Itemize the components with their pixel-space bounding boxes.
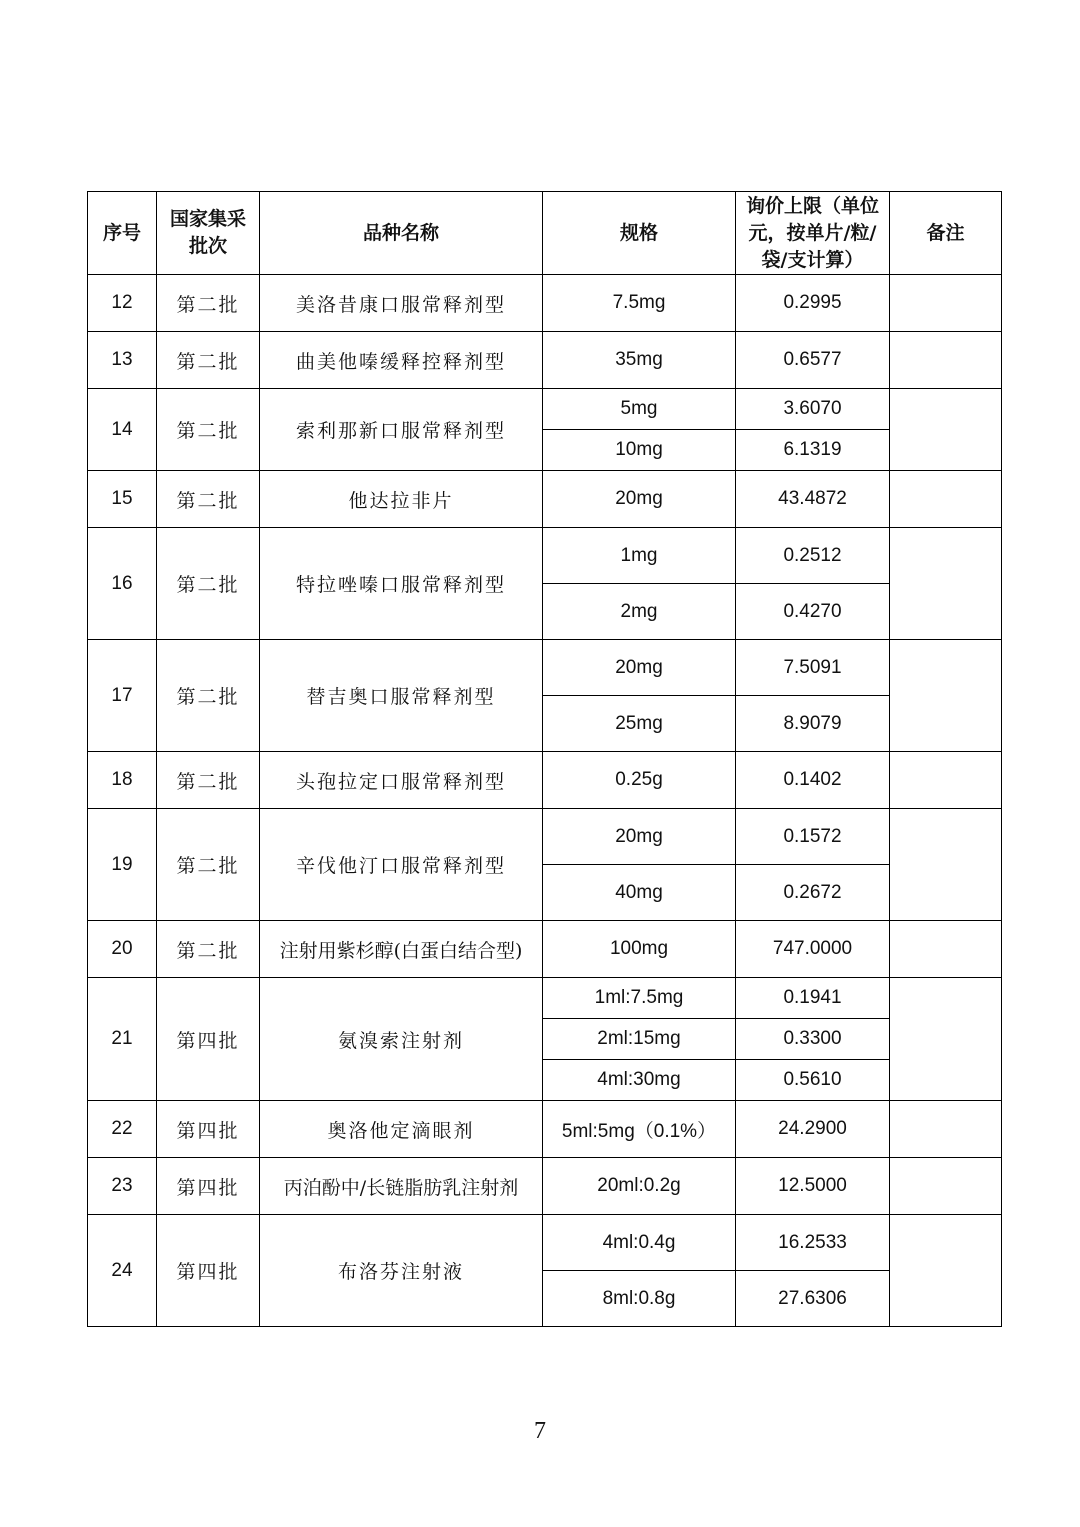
row-note bbox=[890, 752, 1002, 809]
row-note bbox=[890, 640, 1002, 752]
header-spec: 规格 bbox=[543, 192, 736, 275]
row-seq: 21 bbox=[88, 978, 157, 1101]
row-seq: 18 bbox=[88, 752, 157, 809]
row-spec: 10mg bbox=[543, 430, 736, 471]
row-spec: 8ml:0.8g bbox=[543, 1271, 736, 1327]
row-spec: 2mg bbox=[543, 584, 736, 640]
row-batch: 第二批 bbox=[157, 752, 260, 809]
row-spec: 25mg bbox=[543, 696, 736, 752]
row-seq: 23 bbox=[88, 1158, 157, 1215]
row-batch: 第二批 bbox=[157, 332, 260, 389]
header-seq: 序号 bbox=[88, 192, 157, 275]
table-row bbox=[88, 332, 1002, 389]
row-spec: 100mg bbox=[543, 921, 736, 978]
row-batch: 第四批 bbox=[157, 978, 260, 1101]
row-price-cap: 12.5000 bbox=[736, 1158, 890, 1215]
row-note bbox=[890, 471, 1002, 528]
row-price-cap: 0.1402 bbox=[736, 752, 890, 809]
header-name: 品种名称 bbox=[260, 192, 543, 275]
row-batch: 第二批 bbox=[157, 640, 260, 752]
row-seq: 24 bbox=[88, 1215, 157, 1327]
row-price-cap: 0.5610 bbox=[736, 1060, 890, 1101]
table-row bbox=[88, 640, 1002, 696]
row-price-cap: 0.6577 bbox=[736, 332, 890, 389]
row-price-cap: 27.6306 bbox=[736, 1271, 890, 1327]
row-price-cap: 0.4270 bbox=[736, 584, 890, 640]
row-drug-name: 替吉奥口服常释剂型 bbox=[260, 640, 543, 752]
row-note bbox=[890, 1101, 1002, 1158]
row-price-cap: 43.4872 bbox=[736, 471, 890, 528]
table-row bbox=[88, 389, 1002, 430]
row-price-cap: 8.9079 bbox=[736, 696, 890, 752]
row-drug-name: 布洛芬注射液 bbox=[260, 1215, 543, 1327]
table-row bbox=[88, 1158, 1002, 1215]
row-drug-name: 头孢拉定口服常释剂型 bbox=[260, 752, 543, 809]
row-note bbox=[890, 809, 1002, 921]
row-batch: 第四批 bbox=[157, 1101, 260, 1158]
row-batch: 第四批 bbox=[157, 1158, 260, 1215]
table-row bbox=[88, 921, 1002, 978]
row-drug-name: 曲美他嗪缓释控释剂型 bbox=[260, 332, 543, 389]
row-spec: 0.25g bbox=[543, 752, 736, 809]
row-price-cap: 0.2512 bbox=[736, 528, 890, 584]
row-spec: 1ml:7.5mg bbox=[543, 978, 736, 1019]
row-spec: 1mg bbox=[543, 528, 736, 584]
row-spec: 7.5mg bbox=[543, 275, 736, 332]
table-row bbox=[88, 752, 1002, 809]
page-number: 7 bbox=[534, 1418, 546, 1444]
row-seq: 20 bbox=[88, 921, 157, 978]
row-spec: 4ml:30mg bbox=[543, 1060, 736, 1101]
row-seq: 22 bbox=[88, 1101, 157, 1158]
row-spec: 40mg bbox=[543, 865, 736, 921]
header-note: 备注 bbox=[890, 192, 1002, 275]
row-drug-name: 特拉唑嗪口服常释剂型 bbox=[260, 528, 543, 640]
row-price-cap: 747.0000 bbox=[736, 921, 890, 978]
table-row bbox=[88, 809, 1002, 865]
row-note bbox=[890, 332, 1002, 389]
row-note bbox=[890, 1215, 1002, 1327]
row-drug-name: 氨溴索注射剂 bbox=[260, 978, 543, 1101]
row-drug-name: 索利那新口服常释剂型 bbox=[260, 389, 543, 471]
row-batch: 第二批 bbox=[157, 921, 260, 978]
row-spec: 5mg bbox=[543, 389, 736, 430]
row-price-cap: 6.1319 bbox=[736, 430, 890, 471]
row-price-cap: 16.2533 bbox=[736, 1215, 890, 1271]
row-drug-name: 美洛昔康口服常释剂型 bbox=[260, 275, 543, 332]
row-note bbox=[890, 1158, 1002, 1215]
row-price-cap: 24.2900 bbox=[736, 1101, 890, 1158]
header-batch: 国家集采批次 bbox=[157, 192, 260, 275]
row-spec: 5ml:5mg（0.1%） bbox=[543, 1101, 736, 1158]
row-drug-name: 奥洛他定滴眼剂 bbox=[260, 1101, 543, 1158]
table-row bbox=[88, 471, 1002, 528]
drug-price-table bbox=[87, 191, 1002, 1327]
table-row bbox=[88, 1215, 1002, 1271]
row-note bbox=[890, 389, 1002, 471]
row-spec: 20mg bbox=[543, 809, 736, 865]
table-row bbox=[88, 528, 1002, 584]
row-batch: 第二批 bbox=[157, 809, 260, 921]
row-seq: 19 bbox=[88, 809, 157, 921]
row-price-cap: 0.2672 bbox=[736, 865, 890, 921]
row-spec: 20ml:0.2g bbox=[543, 1158, 736, 1215]
row-note bbox=[890, 978, 1002, 1101]
row-seq: 14 bbox=[88, 389, 157, 471]
row-seq: 17 bbox=[88, 640, 157, 752]
row-drug-name: 丙泊酚中/长链脂肪乳注射剂 bbox=[260, 1158, 543, 1215]
row-note bbox=[890, 275, 1002, 332]
row-price-cap: 0.2995 bbox=[736, 275, 890, 332]
row-batch: 第二批 bbox=[157, 275, 260, 332]
row-price-cap: 7.5091 bbox=[736, 640, 890, 696]
row-spec: 2ml:15mg bbox=[543, 1019, 736, 1060]
table-row bbox=[88, 1101, 1002, 1158]
row-seq: 16 bbox=[88, 528, 157, 640]
row-seq: 15 bbox=[88, 471, 157, 528]
row-price-cap: 0.1941 bbox=[736, 978, 890, 1019]
row-drug-name: 辛伐他汀口服常释剂型 bbox=[260, 809, 543, 921]
row-price-cap: 0.1572 bbox=[736, 809, 890, 865]
table-row bbox=[88, 978, 1002, 1019]
row-spec: 35mg bbox=[543, 332, 736, 389]
row-batch: 第二批 bbox=[157, 528, 260, 640]
row-batch: 第二批 bbox=[157, 389, 260, 471]
row-drug-name: 他达拉非片 bbox=[260, 471, 543, 528]
table-row bbox=[88, 275, 1002, 332]
row-spec: 4ml:0.4g bbox=[543, 1215, 736, 1271]
row-seq: 12 bbox=[88, 275, 157, 332]
table-body bbox=[88, 275, 1002, 1327]
row-drug-name: 注射用紫杉醇(白蛋白结合型) bbox=[260, 921, 543, 978]
row-batch: 第四批 bbox=[157, 1215, 260, 1327]
table-header bbox=[88, 192, 1002, 275]
row-price-cap: 3.6070 bbox=[736, 389, 890, 430]
row-spec: 20mg bbox=[543, 471, 736, 528]
row-price-cap: 0.3300 bbox=[736, 1019, 890, 1060]
row-spec: 20mg bbox=[543, 640, 736, 696]
row-note bbox=[890, 921, 1002, 978]
row-batch: 第二批 bbox=[157, 471, 260, 528]
row-seq: 13 bbox=[88, 332, 157, 389]
row-note bbox=[890, 528, 1002, 640]
header-price: 询价上限（单位元，按单片/粒/袋/支计算） bbox=[736, 192, 890, 275]
